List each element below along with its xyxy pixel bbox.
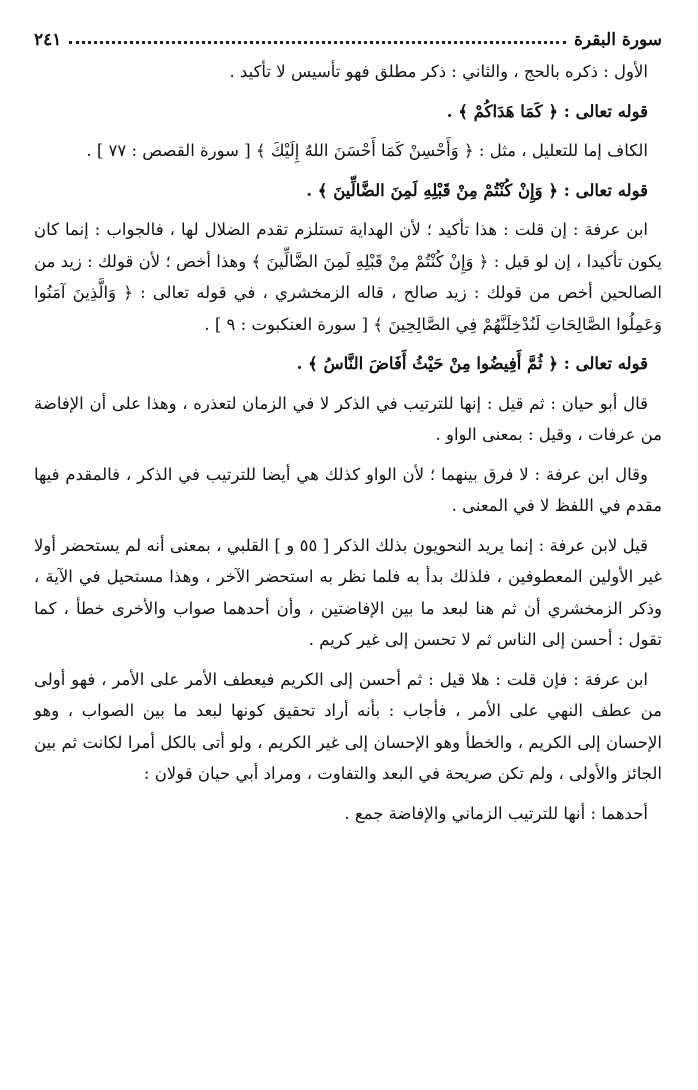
verse-heading-dallin: قوله تعالى : ﴿ وَإِنْ كُنْتُمْ مِنْ قَبْلِهِ لَمِنَ الضَّالِّينَ ﴾ . (306, 180, 648, 200)
paragraph-nahwiyyun: قيل لابن عرفة : إنما يريد النحويون بذلك الذكر [ ٥٥ و ] القلبي ، بمعنى أنه لم يستحضر أولا غير الأولين المعطوفين ، فلذلك بدأ به فلما نظر به استحضر الآخر ، وهذا مستحيل في الآية ، وذكر الزمخشري أن ثم هنا لبعد ما بين الإفاضتين ، وأن أحدهما صواب والأخرى خطأ ، كما تقول : أحسن إلى الناس ثم لا تحسن إلى غير كريم . (34, 535, 662, 649)
paragraph-ibn-arafa-waw: وقال ابن عرفة : لا فرق بينهما ؛ لأن الواو كذلك هي أيضا للترتيب في الذكر ، فالمقدم فيها مقدم في اللفظ لا في المعنى . (34, 464, 662, 515)
paragraph-ibn-arafa-hala: ابن عرفة : فإن قلت : هلا قيل : ثم أحسن إلى الكريم فيعطف الأمر على الأمر ، فهو أولى من عطف النهي على الأمر ، فأجاب : بأنه أراد تحقيق كونها لبعد ما بين الصواب ، وهو الإحسان إلى الكريم ، والخطأ وهو الإحسان إلى غير الكريم ، ولو أتى بالكل أمرا لكانت ثم بين الجائز والأولى ، ولم تكن صريحة في البعد والتفاوت ، ومراد أبي حيان قولان : (34, 669, 662, 783)
page-body (34, 56, 662, 829)
paragraph-ahaduhuma: أحدهما : أنها للترتيب الزماني والإفاضة جمع . (344, 803, 648, 823)
page-header (34, 26, 662, 50)
paragraph-first-second-mention: الأول : ذكره بالحج ، والثاني : ذكر مطلق فهو تأسيس لا تأكيد . (229, 62, 648, 81)
paragraph-kaf-taalil: الكاف إما للتعليل ، مثل : ﴿ وَأَحْسِنْ كَمَا أَحْسَنَ اللهُ إِلَيْكَ ﴾ [ سورة القصص : ٧٧ ] . (86, 141, 648, 160)
verse-heading-afidu: قوله تعالى : ﴿ ثُمَّ أَفِيضُوا مِنْ حَيْثُ أَفَاضَ النَّاسُ ﴾ . (296, 354, 648, 373)
surah-title: سورة البقرة (574, 30, 662, 50)
paragraph-abu-hayyan: قال أبو حيان : ثم قيل : إنها للترتيب في الذكر لا في الزمان لتعذره ، وهذا على أن الإفاضة من عرفات ، وقيل : بمعنى الواو . (34, 393, 662, 444)
page-number: ٢٤١ (34, 30, 62, 50)
paragraph-ibn-arafa-takid: ابن عرفة : إن قلت : هذا تأكيد ؛ لأن الهداية تستلزم تقدم الضلال لها ، فالجواب : إنما كان يكون تأكيدا ، إن لو قيل : ﴿ وَإِنْ كُنْتُمْ مِنْ قَبْلِهِ لَمِنَ الضَّالِّينَ ﴾ وهذا أخص ؛ لأن قولك : زيد من الصالحين أخص من قولك : زيد صالح ، قاله الزمخشري ، في قوله تعالى : ﴿ وَالَّذِينَ آمَنُوا وَعَمِلُوا الصَّالِحَاتِ لَنُدْخِلَنَّهُمْ فِي الصَّالِحِينَ ﴾ [ سورة العنكبوت : ٩ ] . (34, 220, 662, 334)
verse-heading-kama-hadakum: قوله تعالى : ﴿ كَمَا هَدَاكُمْ ﴾ . (446, 101, 648, 121)
dotted-leader (69, 41, 566, 44)
